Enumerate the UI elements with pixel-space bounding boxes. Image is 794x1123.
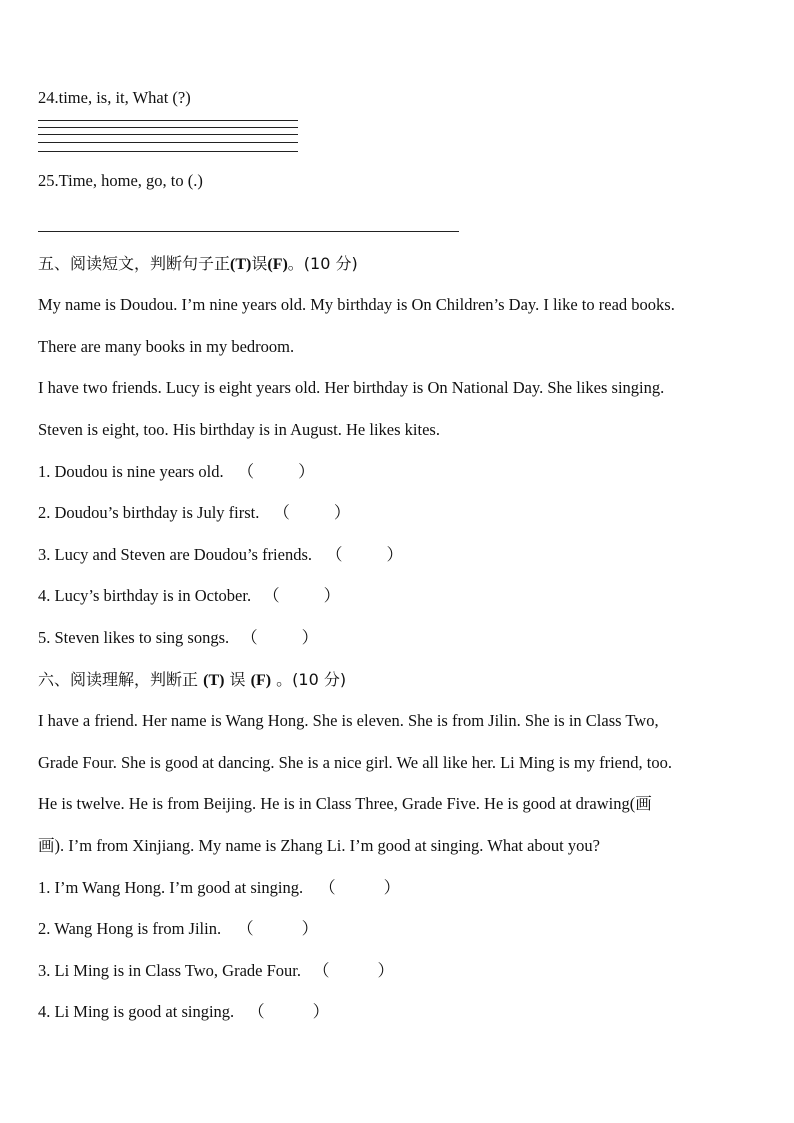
question-item: 4. Lucy’s birthday is in October. （ ） xyxy=(38,586,341,605)
question-item: 3. Lucy and Steven are Doudou’s friends. （ ） xyxy=(38,545,404,564)
answer-blank[interactable]: （ ） xyxy=(273,503,351,522)
question-25: 25.Time, home, go, to (.) xyxy=(38,171,203,190)
passage-line: I have a friend. Her name is Wang Hong. She is eleven. She is from Jilin. She is in Class Two, xyxy=(38,711,659,730)
answer-blank[interactable]: （ ） xyxy=(241,628,319,647)
answer-blank[interactable]: （ ） xyxy=(326,545,404,564)
answer-blank[interactable]: （ ） xyxy=(319,878,401,897)
answer-line[interactable] xyxy=(38,134,298,135)
answer-blank[interactable]: （ ） xyxy=(237,462,315,481)
passage-line: My name is Doudou. I’m nine years old. My birthday is On Children’s Day. I like to read books. xyxy=(38,295,675,314)
passage-line: Steven is eight, too. His birthday is in August. He likes kites. xyxy=(38,420,440,439)
answer-blank[interactable]: （ ） xyxy=(248,1002,330,1021)
passage-line: I have two friends. Lucy is eight years old. Her birthday is On National Day. She likes singing. xyxy=(38,378,665,397)
question-item: 2. Doudou’s birthday is July first. （ ） xyxy=(38,503,351,522)
answer-line[interactable] xyxy=(38,120,298,121)
question-item: 5. Steven likes to sing songs. （ ） xyxy=(38,628,319,647)
question-item: 3. Li Ming is in Class Two, Grade Four. （ ） xyxy=(38,961,395,980)
passage-line: There are many books in my bedroom. xyxy=(38,337,295,356)
answer-line[interactable] xyxy=(38,151,298,152)
section-5-heading: 五、阅读短文，判断句子正(T)误(F)。(10 分) xyxy=(38,254,358,273)
section-6-heading: 六、阅读理解，判断正 (T) 误 (F) 。(10 分) xyxy=(38,670,347,689)
answer-line[interactable] xyxy=(38,142,298,143)
question-item: 4. Li Ming is good at singing. （ ） xyxy=(38,1002,330,1021)
answer-line[interactable] xyxy=(38,127,298,128)
question-24: 24.time, is, it, What (?) xyxy=(38,88,191,107)
question-item: 1. Doudou is nine years old. （ ） xyxy=(38,462,315,481)
question-item: 1. I’m Wang Hong. I’m good at singing. （ ） xyxy=(38,878,401,897)
question-item: 2. Wang Hong is from Jilin. （ ） xyxy=(38,919,319,938)
answer-blank[interactable]: （ ） xyxy=(263,586,341,605)
answer-blank[interactable]: （ ） xyxy=(237,919,319,938)
answer-line[interactable] xyxy=(38,231,459,232)
passage-line: He is twelve. He is from Beijing. He is in Class Three, Grade Five. He is good at drawing(画 xyxy=(38,794,652,813)
passage-line: Grade Four. She is good at dancing. She is a nice girl. We all like her. Li Ming is my friend, too. xyxy=(38,753,672,772)
answer-blank[interactable]: （ ） xyxy=(313,961,395,980)
passage-line: 画). I’m from Xinjiang. My name is Zhang Li. I’m good at singing. What about you? xyxy=(38,836,600,855)
